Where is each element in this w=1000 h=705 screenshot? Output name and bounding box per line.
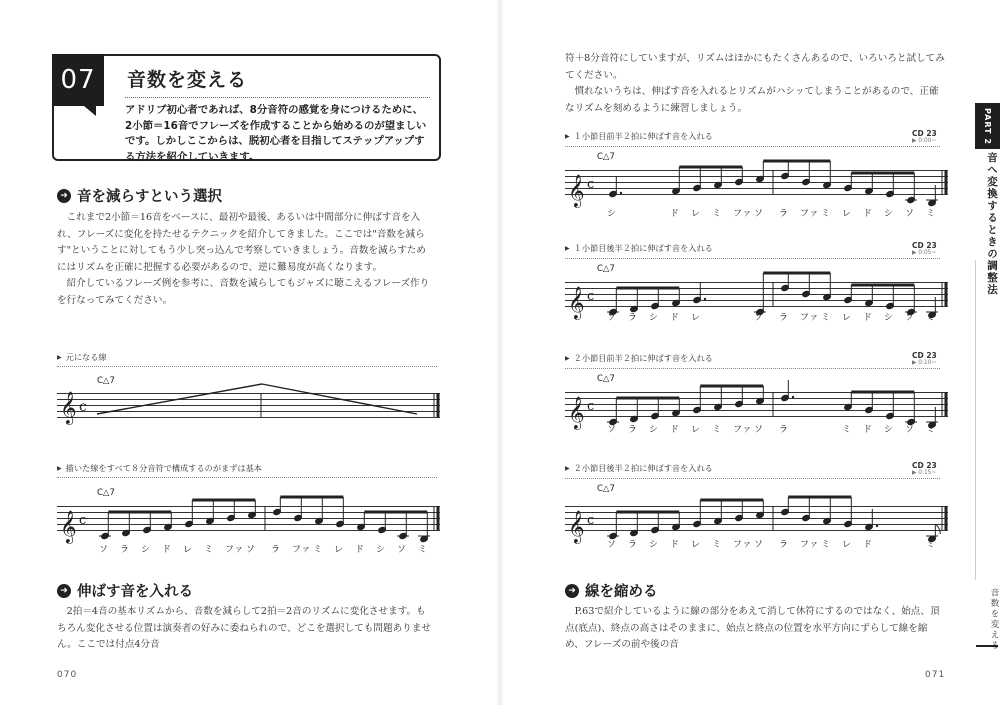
lesson-title: 音数を変える	[127, 69, 248, 91]
arrow-right-icon: ➜	[57, 189, 71, 203]
solfege-syllable: ファ	[733, 425, 752, 435]
triangle-right-icon: ▶	[565, 465, 570, 472]
solfege-syllable: ファ	[800, 313, 819, 323]
cd-time: ▶ 0:05~	[912, 250, 937, 256]
solfege-syllable: ド	[863, 209, 873, 219]
solfege-syllable: シ	[607, 209, 617, 219]
solfege-row	[565, 537, 948, 551]
solfege-syllable: レ	[691, 209, 701, 219]
cd-time: ▶ 0:10~	[912, 360, 937, 366]
triangle-right-icon: ▶	[565, 355, 570, 362]
solfege-syllable: シ	[649, 313, 659, 323]
solfege-row	[565, 206, 948, 220]
caption-rule	[565, 478, 940, 479]
solfege-syllable: レ	[183, 545, 193, 555]
example-caption	[565, 463, 713, 474]
cd-label: CD 23	[912, 351, 937, 360]
solfege-syllable: ソ	[754, 209, 764, 219]
solfege-syllable: シ	[649, 425, 659, 435]
chapter-title-vertical: 音へ変換するときの調整法	[986, 152, 998, 296]
right-intro: 符＋8分音符にしていますが、リズムはほかにもたくさんあるので、いろいろと試してみてください。 慣れないうちは、伸ばす音を入れるとリズムがハシッてしまうことがあるので、正確なリズムを刻めるように練習しましょう。	[565, 53, 945, 114]
solfege-syllable: ソ	[607, 540, 617, 550]
solfege-syllable: ラ	[628, 425, 638, 435]
treble-clef-icon: 𝄞	[60, 391, 77, 424]
solfege-syllable: ソ	[607, 425, 617, 435]
solfege-syllable: レ	[334, 545, 344, 555]
solfege-syllable: ソ	[754, 313, 764, 323]
solfege-syllable: ラ	[120, 545, 130, 555]
side-rule	[975, 260, 976, 580]
example-caption	[565, 131, 713, 142]
example-caption	[565, 243, 713, 254]
caption-rule	[57, 366, 437, 367]
caption-text: 描いた線をすべて８分音符で構成するのがまずは基本	[65, 463, 262, 473]
solfege-syllable: ミ	[418, 545, 428, 555]
staff	[565, 506, 948, 543]
solfege-syllable: ファ	[225, 545, 244, 555]
right-page	[500, 0, 1000, 705]
lesson-lead: アドリブ初心者であれば、8分音符の感覚を身につけるために、2小節＝16音でフレーズを作成することから始めるのが望ましいです。しかしここからは、脱初心者を目指してステップアップする方法を紹介していきます。	[125, 104, 427, 163]
solfege-syllable: ソ	[754, 425, 764, 435]
example-caption-original	[57, 352, 107, 363]
flag	[935, 524, 940, 534]
solfege-syllable: ソ	[397, 545, 407, 555]
solfege-syllable: ラ	[271, 545, 281, 555]
dot	[792, 396, 794, 398]
treble-clef-icon: 𝄞	[568, 396, 585, 429]
solfege-syllable: ミ	[712, 540, 722, 550]
solfege-syllable: レ	[691, 425, 701, 435]
solfege-syllable: ファ	[800, 209, 819, 219]
solfege-syllable: ラ	[628, 540, 638, 550]
chord-symbol: C△7	[97, 376, 115, 386]
solfege-syllable: レ	[842, 209, 852, 219]
triangle-right-icon: ▶	[57, 354, 62, 361]
treble-clef-icon: 𝄞	[568, 286, 585, 319]
caption-rule	[565, 146, 940, 147]
example-block-4	[565, 460, 955, 565]
contour-line-up	[97, 384, 262, 414]
page-number-right: 071	[925, 670, 946, 680]
chord-symbol: C△7	[97, 488, 115, 498]
solfege-syllable: ド	[863, 540, 873, 550]
solfege-syllable: ミ	[821, 540, 831, 550]
staff-original	[57, 391, 440, 424]
solfege-syllable: ミ	[926, 313, 936, 323]
staff-graphics	[57, 381, 440, 431]
example-caption-eighths	[57, 463, 262, 474]
solfege-syllable: ド	[670, 540, 680, 550]
chord-symbol: C△7	[597, 152, 615, 162]
section-name-vertical: 音数を変える	[989, 588, 999, 651]
caption-text: ２小節目後半２拍に伸ばす音を入れる	[573, 463, 713, 473]
section-title-sustain	[57, 580, 193, 601]
section-title-shrink	[565, 580, 658, 601]
caption-text: １小節目後半２拍に伸ばす音を入れる	[573, 243, 713, 253]
staff-notes	[57, 490, 440, 544]
cd-time: ▶ 0:00~	[912, 138, 937, 144]
solfege-syllable: ミ	[821, 209, 831, 219]
side-sub-rule	[976, 645, 998, 647]
caption-text: 元になる線	[65, 352, 107, 362]
solfege-syllable: ソ	[607, 313, 617, 323]
solfege-syllable: ソ	[754, 540, 764, 550]
cd-label: CD 23	[912, 241, 937, 250]
solfege-syllable: レ	[691, 540, 701, 550]
triangle-right-icon: ▶	[565, 245, 570, 252]
cd-label: CD 23	[912, 129, 937, 138]
triangle-right-icon: ▶	[57, 465, 62, 472]
cd-track	[912, 351, 940, 366]
staff	[565, 170, 948, 207]
time-signature: c	[79, 399, 87, 415]
solfege-syllable: ファ	[800, 540, 819, 550]
lesson-number-tail	[84, 106, 96, 116]
caption-rule	[57, 477, 437, 478]
solfege-syllable: シ	[141, 545, 151, 555]
cd-time: ▶ 0:15~	[912, 470, 937, 476]
time-signature: c	[587, 289, 595, 304]
solfege-syllable: シ	[376, 545, 386, 555]
solfege-syllable: シ	[884, 313, 894, 323]
section-title-text: 線を縮める	[585, 584, 658, 600]
solfege-syllable: ミ	[712, 425, 722, 435]
solfege-syllable: ミ	[926, 425, 936, 435]
example-block-2	[565, 240, 955, 345]
chord-symbol: C△7	[597, 374, 615, 384]
solfege-syllable: ラ	[779, 425, 789, 435]
caption-rule	[565, 368, 940, 369]
caption-rule	[565, 258, 940, 259]
solfege-syllable: シ	[884, 425, 894, 435]
solfege-syllable: ミ	[712, 209, 722, 219]
solfege-syllable: ソ	[905, 209, 915, 219]
solfege-syllable: ラ	[779, 313, 789, 323]
part-tab: PART 2	[975, 103, 1000, 149]
chord-symbol: C△7	[597, 264, 615, 274]
cd-label: CD 23	[912, 461, 937, 470]
lesson-header-rule	[125, 97, 430, 98]
solfege-syllable: ミ	[821, 313, 831, 323]
section-body-reduce: これまで2小節＝16音をベースに、最初や最後、あるいは中間部分に伸ばす音を入れ、フレーズに変化を持たせるテクニックを紹介してきました。ここでは"音数を減らす"ということに対してもう少し突っ込んで考察していきましょう。音数を減らすためにはリズムを正確に把握する必要があるので、逆に難易度が高くなります。 紹介しているフレーズ例を参考に、音数を減らしてもジャズに聴こえるフレーズ作りを行なってみてください。	[57, 212, 430, 306]
solfege-syllable: ド	[162, 545, 172, 555]
solfege-syllable: ラ	[779, 540, 789, 550]
time-signature: c	[587, 177, 595, 192]
solfege-syllable: レ	[691, 313, 701, 323]
treble-clef-icon: 𝄞	[568, 174, 585, 207]
section-body-sustain: 2拍＝4音の基本リズムから、音数を減らして2拍＝2音のリズムに変化させます。もちろん変化させる位置は演奏者の好みに委ねられので、どこを選択しても問題ありません。ここでは付点4分音	[57, 606, 431, 650]
dot	[876, 525, 878, 527]
solfege-syllable: ド	[670, 425, 680, 435]
solfege-syllable: シ	[649, 540, 659, 550]
example-caption	[565, 353, 713, 364]
staff-notes	[565, 490, 948, 544]
staff-eighths	[57, 506, 440, 543]
solfege-row	[57, 542, 440, 556]
time-signature: c	[587, 513, 595, 528]
arrow-right-icon: ➜	[57, 584, 71, 598]
solfege-row	[565, 310, 948, 324]
time-signature: c	[587, 399, 595, 414]
solfege-syllable: ソ	[246, 545, 256, 555]
time-signature: c	[79, 513, 87, 528]
section-title-text: 音を減らすという選択	[77, 189, 222, 205]
solfege-syllable: ミ	[313, 545, 323, 555]
solfege-syllable: ラ	[628, 313, 638, 323]
triangle-right-icon: ▶	[565, 133, 570, 140]
solfege-syllable: ミ	[204, 545, 214, 555]
example-block-3	[565, 350, 955, 455]
example-block-1	[565, 128, 955, 233]
caption-text: ２小節目前半２拍に伸ばす音を入れる	[573, 353, 713, 363]
section-title-text: 伸ばす音を入れる	[77, 584, 193, 600]
solfege-syllable: ド	[355, 545, 365, 555]
solfege-syllable: ミ	[842, 425, 852, 435]
solfege-syllable: レ	[842, 313, 852, 323]
dot	[620, 192, 622, 194]
section-title-reduce	[57, 185, 222, 206]
solfege-syllable: レ	[842, 540, 852, 550]
solfege-syllable: シ	[884, 209, 894, 219]
solfege-syllable: ド	[863, 313, 873, 323]
solfege-syllable: ファ	[292, 545, 311, 555]
solfege-syllable: ミ	[926, 540, 936, 550]
staff-notes	[565, 154, 948, 208]
solfege-syllable: ミ	[926, 209, 936, 219]
solfege-syllable: ファ	[733, 540, 752, 550]
contour-line-down	[262, 384, 417, 414]
treble-clef-icon: 𝄞	[60, 510, 77, 543]
solfege-syllable: ファ	[733, 209, 752, 219]
staff	[565, 392, 948, 429]
cd-track	[912, 129, 940, 144]
lesson-number: 07	[52, 54, 104, 106]
cd-track	[912, 461, 940, 476]
solfege-syllable: ド	[670, 209, 680, 219]
chord-symbol: C△7	[597, 484, 615, 494]
caption-text: １小節目前半２拍に伸ばす音を入れる	[573, 131, 713, 141]
page-number-left: 070	[57, 670, 78, 680]
solfege-syllable: ソ	[99, 545, 109, 555]
solfege-syllable: ド	[670, 313, 680, 323]
solfege-syllable: ド	[863, 425, 873, 435]
treble-clef-icon: 𝄞	[568, 510, 585, 543]
solfege-syllable: ラ	[779, 209, 789, 219]
dot	[704, 298, 706, 300]
arrow-right-icon: ➜	[565, 584, 579, 598]
solfege-syllable: ソ	[905, 313, 915, 323]
solfege-row	[565, 422, 948, 436]
cd-track	[912, 241, 940, 256]
section-body-shrink: P.63で紹介しているように線の部分をあえて消して休符にするのではなく、始点、頂点(底点)、終点の高さはそのままに、始点と終点の位置を水平方向にずらして線を縮め、フレーズの前や後の音	[565, 606, 940, 650]
solfege-syllable: ソ	[905, 425, 915, 435]
